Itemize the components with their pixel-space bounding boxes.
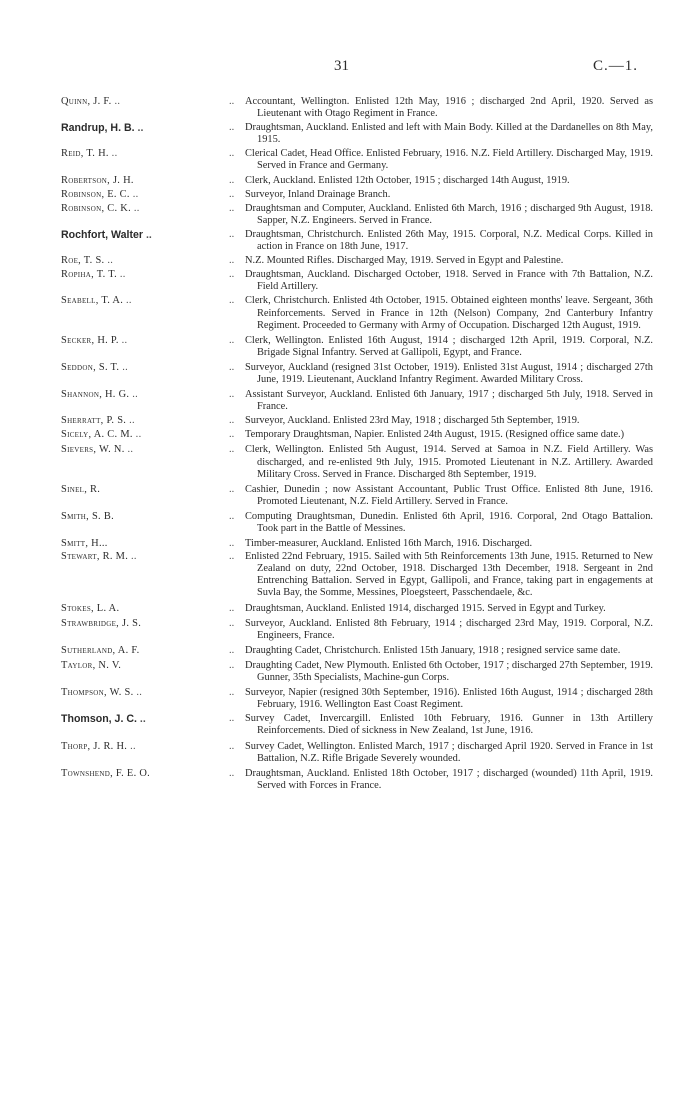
service-record: N.Z. Mounted Rifles. Discharged May, 1919. Served in Egypt and Palestine.	[245, 255, 564, 267]
leader-dots: ..	[229, 228, 235, 240]
service-record: Surveyor, Auckland (resigned 31st October, 1919). Enlisted 31st August, 1914 ; discharged 27th June, 1919. Lieutenant, Auckland Infantry Regiment. Awarded Military Cross.	[245, 361, 653, 385]
person-name-text: Sinel, R.	[61, 483, 101, 495]
person-name	[61, 645, 229, 657]
service-record: Cashier, Dunedin ; now Assistant Accountant, Public Trust Office. Enlisted 8th June, 1916. Promoted Lieutenant, N.Z. Field Artillery. Served in France.	[245, 483, 653, 507]
list-item	[61, 551, 653, 599]
person-name-text: Robertson, J. H.	[61, 174, 134, 186]
leader-dots: ..	[229, 389, 235, 401]
person-name-text: Robinson, C. K.	[61, 202, 131, 214]
leader-dots: ..	[229, 740, 235, 752]
service-record: Survey Cadet, Invercargill. Enlisted 10th February, 1916. Gunner in 13th Artillery Reinforcements. Died of sickness in New Zealand, 1st June, 1916.	[245, 713, 653, 737]
person-name-text: Stewart, R. M.	[61, 551, 129, 563]
name-leader-dots: ..	[129, 389, 139, 401]
person-name	[61, 255, 229, 267]
leader-dots: ..	[229, 538, 235, 550]
list-item	[61, 175, 653, 187]
person-name	[61, 687, 229, 711]
person-name-text: Thomson, J. C.	[61, 713, 137, 726]
service-record: Clerk, Auckland. Enlisted 12th October, 1915 ; discharged 14th August, 1919.	[245, 174, 570, 186]
leader-dots: ..	[229, 269, 235, 281]
person-name	[61, 269, 229, 293]
leader-dots: ..	[229, 122, 235, 134]
name-leader-dots: ..	[143, 228, 152, 241]
person-name	[61, 538, 229, 550]
person-name-text: Reid, T. H.	[61, 148, 109, 160]
leader-dots: ..	[229, 713, 235, 725]
leader-dots: ..	[229, 174, 235, 186]
person-name	[61, 335, 229, 359]
person-name-text: Sicely, A. C. M.	[61, 429, 133, 441]
service-record: Clerk, Wellington. Enlisted 5th August, 1914. Served at Samoa in N.Z. Field Artillery. Was discharged, and re-enlisted 9th July, 1915. Promoted Lieutenant in N.Z. Artillery. Awarded Military Cross. Served in France. Discharged 8th September, 1919.	[245, 444, 653, 480]
leader-dots: ..	[229, 188, 235, 200]
service-record: Surveyor, Napier (resigned 30th September, 1916). Enlisted 16th August, 1914 ; discharged 28th February, 1916. Wellington East Coast Regiment.	[245, 687, 653, 711]
service-record: Surveyor, Auckland. Enlisted 8th February, 1914 ; discharged 23rd May, 1919. Corporal, N.Z. Engineers, France.	[245, 617, 653, 641]
name-leader-dots: ..	[132, 429, 142, 441]
leader-dots: ..	[229, 334, 235, 346]
person-name-text: Thompson, W. S.	[61, 687, 134, 699]
leader-dots: ..	[229, 483, 235, 495]
service-record: Computing Draughtsman, Dunedin. Enlisted 6th April, 1916. Corporal, 2nd Otago Battalion. Took part in the Battle of Messines.	[245, 510, 653, 534]
name-leader-dots: ..	[129, 188, 139, 200]
service-record: Enlisted 22nd February, 1915. Sailed with 5th Reinforcements 13th June, 1915. Returned to New Zealand on duty, 22nd October, 1918. Discharged 13th December, 1918. Sergeant in 2nd Entrenching Battalion. Served in Egypt, Gallipoli, and France, taking part in engagements at Suvla Bay, the Somme, Messines, Ploegsteert, Passchendaele, &c.	[245, 551, 653, 599]
service-record: Accountant, Wellington. Enlisted 12th May, 1916 ; discharged 2nd April, 1920. Served as Lieutenant with Otago Regiment in France.	[245, 96, 653, 120]
service-record: Draughtsman, Christchurch. Enlisted 26th May, 1915. Corporal, N.Z. Medical Corps. Killed in action in France on 18th June, 1917.	[245, 228, 653, 253]
list-item	[61, 189, 653, 201]
person-name-text: Quinn, J. F.	[61, 96, 112, 107]
person-name-text: Sievers, W. N.	[61, 444, 125, 456]
name-leader-dots: ..	[130, 202, 140, 214]
service-record: Draughting Cadet, New Plymouth. Enlisted 6th October, 1917 ; discharged 27th September, 1919. Gunner, 35th Specialists, Machine-gun Corps.	[245, 659, 653, 684]
person-name	[61, 203, 229, 227]
name-leader-dots: ..	[134, 122, 144, 135]
person-name-text: Seddon, S. T.	[61, 361, 120, 373]
leader-dots: ..	[229, 295, 235, 307]
person-name-text: Townshend, F. E. O.	[61, 767, 151, 779]
service-record: Survey Cadet, Wellington. Enlisted March, 1917 ; discharged April 1920. Served in France in 1st Battalion, N.Z. Rifle Brigade Severely wounded.	[245, 740, 653, 764]
list-item	[61, 148, 653, 172]
person-name-text: Strawbridge, J. S.	[61, 617, 142, 629]
leader-dots: ..	[229, 415, 235, 427]
leader-dots: ..	[229, 96, 235, 107]
list-item	[61, 660, 653, 684]
person-name	[61, 551, 229, 599]
name-leader-dots: ..	[133, 687, 143, 699]
name-leader-dots: ..	[104, 255, 114, 267]
person-name-text: Smitt, H...	[61, 538, 108, 550]
document-reference: C.—1.	[593, 58, 639, 74]
list-item	[61, 203, 653, 227]
list-item	[61, 484, 653, 508]
person-name-text: Sutherland, A. F.	[61, 644, 140, 656]
service-record: Clerk, Wellington. Enlisted 16th August, 1914 ; discharged 12th April, 1919. Corporal, N.Z. Brigade Signal Infantry. Served at Gallipoli, Egypt, and France.	[245, 334, 653, 358]
name-leader-dots: ..	[118, 334, 128, 346]
list-item	[61, 645, 653, 657]
leader-dots: ..	[229, 551, 235, 563]
leader-dots: ..	[229, 148, 235, 160]
leader-dots: ..	[229, 767, 235, 779]
person-name	[61, 148, 229, 172]
leader-dots: ..	[229, 444, 235, 456]
list-item	[61, 713, 653, 737]
service-record: Clerical Cadet, Head Office. Enlisted February, 1916. N.Z. Field Artillery. Discharged May, 1919. Served in France and Germany.	[245, 148, 653, 172]
list-item	[61, 768, 653, 792]
person-name	[61, 660, 229, 684]
person-name	[61, 415, 229, 427]
person-name	[61, 511, 229, 535]
name-leader-dots: ..	[111, 96, 121, 107]
service-record: Assistant Surveyor, Auckland. Enlisted 6th January, 1917 ; discharged 5th July, 1918. Served in France.	[245, 389, 653, 413]
person-name-text: Rochfort, Walter	[61, 228, 144, 241]
person-name	[61, 122, 229, 146]
service-record: Draughtsman, Auckland. Enlisted and left with Main Body. Killed at the Dardanelles on 8th May, 1915.	[245, 122, 653, 146]
service-record: Temporary Draughtsman, Napier. Enlisted 24th August, 1915. (Resigned office same date.)	[245, 429, 625, 441]
list-item	[61, 229, 653, 253]
service-record: Draughting Cadet, Christchurch. Enlisted 15th January, 1918 ; resigned service same date.	[245, 644, 621, 656]
list-item	[61, 511, 653, 535]
name-leader-dots: ..	[119, 361, 129, 373]
name-leader-dots: ..	[108, 148, 118, 160]
list-item	[61, 362, 653, 386]
leader-dots: ..	[229, 429, 235, 441]
leader-dots: ..	[229, 644, 235, 656]
person-name	[61, 189, 229, 201]
name-leader-dots: ..	[127, 740, 136, 752]
service-record: Surveyor, Auckland. Enlisted 23rd May, 1918 ; discharged 5th September, 1919.	[245, 415, 580, 427]
person-name	[61, 295, 229, 331]
person-name	[61, 444, 229, 480]
list-item	[61, 429, 653, 441]
leader-dots: ..	[229, 617, 235, 629]
service-record: Surveyor, Inland Drainage Branch.	[245, 188, 391, 200]
person-name-text: Smith, S. B.	[61, 510, 114, 522]
person-name	[61, 741, 229, 765]
list-item	[61, 618, 653, 642]
list-item	[61, 444, 653, 480]
leader-dots: ..	[229, 602, 235, 614]
name-leader-dots: ..	[136, 713, 146, 726]
person-name-text: Secker, H. P.	[61, 334, 119, 346]
service-record: Draughtsman, Auckland. Enlisted 1914, discharged 1915. Served in Egypt and Turkey.	[245, 602, 606, 614]
name-leader-dots: ..	[124, 444, 134, 456]
person-name-text: Seabell, T. A.	[61, 295, 124, 307]
list-item	[61, 741, 653, 765]
service-record: Draughtsman, Auckland. Enlisted 18th October, 1917 ; discharged (wounded) 11th April, 1919. Served with Forces in France.	[245, 767, 653, 791]
service-record: Draughtsman and Computer, Auckland. Enlisted 6th March, 1916 ; discharged 9th August, 1918. Sapper, N.Z. Engineers. Served in France.	[245, 202, 653, 226]
person-name-text: Robinson, E. C.	[61, 188, 130, 200]
list-item	[61, 538, 653, 550]
list-item	[61, 335, 653, 359]
leader-dots: ..	[229, 202, 235, 214]
service-record: Draughtsman, Auckland. Discharged October, 1918. Served in France with 7th Battalion, N.Z. Field Artillery.	[245, 269, 653, 293]
person-name	[61, 229, 229, 253]
person-name-text: Stokes, L. A.	[61, 602, 120, 614]
person-name	[61, 603, 229, 615]
leader-dots: ..	[229, 687, 235, 699]
page-number: 31	[334, 58, 349, 74]
person-name-text: Randrup, H. B.	[61, 122, 135, 135]
leader-dots: ..	[229, 510, 235, 522]
person-name-text: Roe, T. S.	[61, 255, 105, 267]
person-name-text: Shannon, H. G.	[61, 389, 130, 401]
list-item	[61, 295, 653, 331]
person-name-text: Thorp, J. R. H.	[61, 740, 128, 752]
list-item	[61, 389, 653, 413]
person-name	[61, 768, 229, 792]
person-name-text: Taylor, N. V.	[61, 659, 122, 671]
list-item	[61, 269, 653, 293]
service-record: Timber-measurer, Auckland. Enlisted 16th March, 1916. Discharged.	[245, 538, 533, 550]
person-name-text: Ropiha, T. T.	[61, 269, 117, 281]
person-name	[61, 362, 229, 386]
list-item	[61, 255, 653, 267]
name-leader-dots: ..	[123, 295, 132, 307]
leader-dots: ..	[229, 659, 235, 671]
person-name	[61, 175, 229, 187]
name-leader-dots: ..	[116, 269, 126, 281]
list-item	[61, 96, 653, 120]
leader-dots: ..	[229, 361, 235, 373]
list-item	[61, 415, 653, 427]
person-name	[61, 429, 229, 441]
service-record: Clerk, Christchurch. Enlisted 4th October, 1915. Obtained eighteen months' leave. Sergeant, 36th Reinforcements. Served in France in 12th (Nelson) Company, 2nd Canterbury Infantry Regiment. Proceeded to Germany with Army of Occupation. Discharged 12th August, 1919.	[245, 295, 653, 331]
person-name-text: Sherratt, P. S.	[61, 415, 127, 427]
person-name	[61, 618, 229, 642]
person-name	[61, 389, 229, 413]
list-item	[61, 122, 653, 146]
person-name	[61, 484, 229, 508]
personnel-list	[61, 96, 653, 794]
person-name	[61, 713, 229, 737]
person-name	[61, 96, 229, 120]
name-leader-dots: ..	[128, 551, 137, 563]
list-item	[61, 603, 653, 615]
leader-dots: ..	[229, 255, 235, 267]
name-leader-dots: ..	[126, 415, 135, 427]
list-item	[61, 687, 653, 711]
